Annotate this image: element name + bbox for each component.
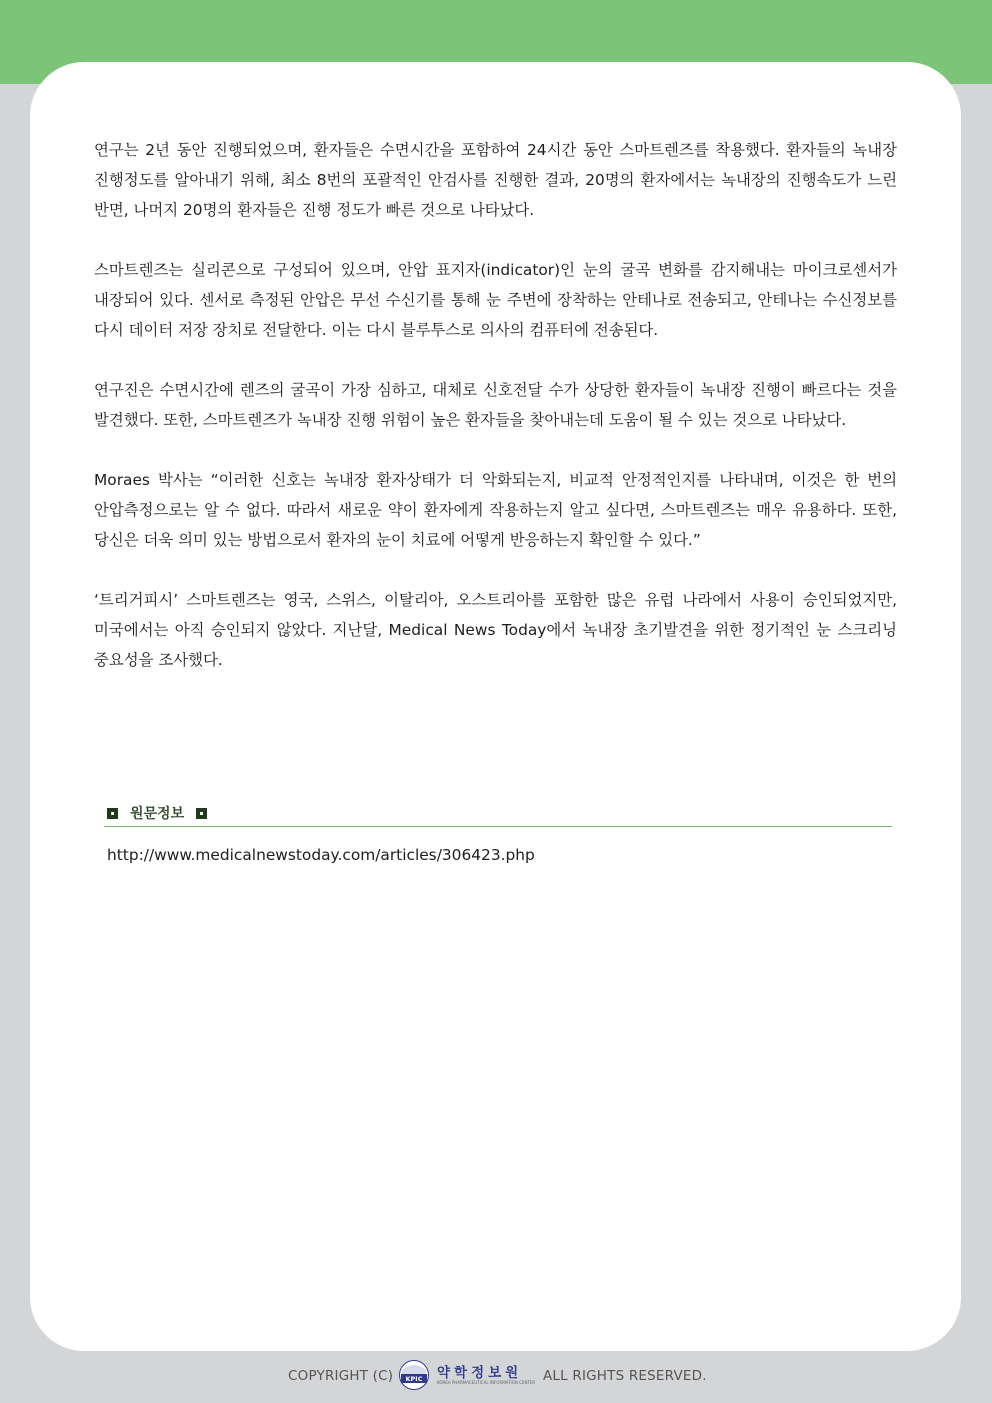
rights-reserved-text: ALL RIGHTS RESERVED. [543, 1368, 707, 1384]
source-info-header [104, 805, 892, 827]
article-paragraph-4: Moraes 박사는 “이러한 신호는 녹내장 환자상태가 더 악화되는지, 비교적 안정적인지를 나타내며, 이것은 한 번의 안압측정으로는 알 수 없다. 따라서 새로운 약이 환자에게 작용하는지 알고 싶다면, 스마트렌즈는 매우 유용하다. 또한, 당신은 더욱 의미 있는 방법으로서 환자의 눈이 치료에 어떻게 반응하는지 확인할 수 있다.” [94, 471, 897, 549]
bullet-square-icon [107, 808, 118, 819]
copyright-text: COPYRIGHT (C) [288, 1368, 394, 1384]
logo-text: KPIC [405, 1375, 423, 1383]
article-paragraph-1: 연구는 2년 동안 진행되었으며, 환자들은 수면시간을 포함하여 24시간 동안 스마트렌즈를 착용했다. 환자들의 녹내장 진행정도를 알아내기 위해, 최소 8번의 포괄적인 안검사를 진행한 결과, 20명의 환자에서는 녹내장의 진행속도가 느린 반면, 나머지 20명의 환자들은 진행 정도가 빠른 것으로 나타났다. [94, 141, 897, 219]
article-paragraph-2: 스마트렌즈는 실리콘으로 구성되어 있으며, 안압 표지자(indicator)인 눈의 굴곡 변화를 감지해내는 마이크로센서가 내장되어 있다. 센서로 측정된 안압은 무선 수신기를 통해 눈 주변에 장착하는 안테나로 전송되고, 안테나는 수신정보를 다시 데이터 저장 장치로 전달한다. 이는 다시 블루투스로 의사의 컴퓨터에 전송된다. [94, 261, 897, 339]
article-paragraph-5: ‘트리거피시’ 스마트렌즈는 영국, 스위스, 이탈리아, 오스트리아를 포함한 많은 유럽 나라에서 사용이 승인되었지만, 미국에서는 아직 승인되지 않았다. 지난달, Medical News Today에서 녹내장 초기발견을 위한 정기적인 눈 스크리닝 중요성을 조사했다. [94, 591, 897, 669]
org-name-english: KOREA PHARMACEUTICAL INFORMATION CENTER [437, 1380, 536, 1385]
article-paragraph-3: 연구진은 수면시간에 렌즈의 굴곡이 가장 심하고, 대체로 신호전달 수가 상당한 환자들이 녹내장 진행이 빠르다는 것을 발견했다. 또한, 스마트렌즈가 녹내장 진행 위험이 높은 환자들을 찾아내는데 도움이 될 수 있는 것으로 나타났다. [94, 381, 897, 429]
footer [0, 1356, 992, 1396]
kpic-logo-icon [399, 1358, 429, 1392]
article-body [94, 135, 897, 705]
source-info-title: 원문정보 [130, 806, 185, 822]
bullet-square-icon [196, 808, 207, 819]
source-url-link[interactable]: http://www.medicalnewstoday.com/articles/306423.php [107, 846, 535, 864]
org-name-korean: 약학정보원 [437, 1365, 523, 1381]
